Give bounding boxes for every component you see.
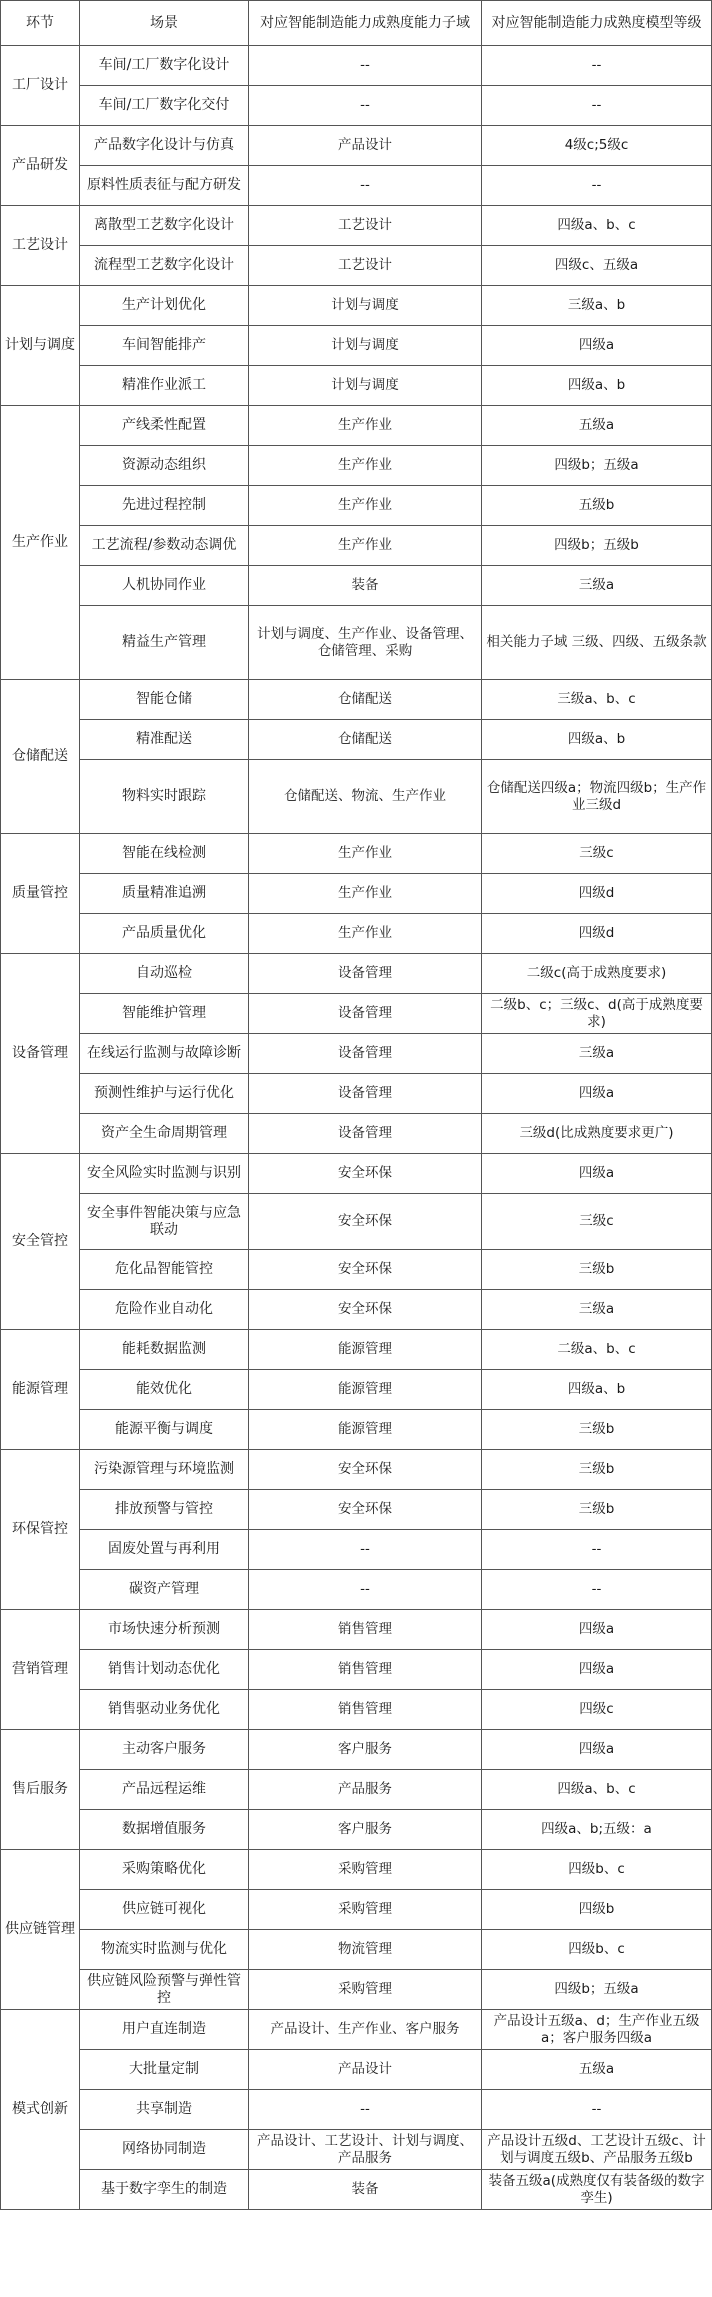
scene-cell: 数据增值服务 xyxy=(80,1810,249,1850)
table-row xyxy=(1,526,712,566)
level-cell: 相关能力子域 三级、四级、五级条款 xyxy=(482,606,712,680)
subdomain-cell: -- xyxy=(249,86,482,126)
level-cell: -- xyxy=(482,46,712,86)
subdomain-cell: 客户服务 xyxy=(249,1810,482,1850)
scene-cell: 智能仓储 xyxy=(80,680,249,720)
scene-cell: 精益生产管理 xyxy=(80,606,249,680)
scene-cell: 供应链风险预警与弹性管控 xyxy=(80,1970,249,2010)
table-row xyxy=(1,2010,712,2050)
table-row xyxy=(1,126,712,166)
stage-cell: 模式创新 xyxy=(1,2010,80,2210)
level-cell: 四级a、b xyxy=(482,366,712,406)
table-row xyxy=(1,1810,712,1850)
level-cell: 四级b、c xyxy=(482,1850,712,1890)
table-row xyxy=(1,720,712,760)
level-cell: 三级d(比成熟度要求更广) xyxy=(482,1114,712,1154)
scene-cell: 物流实时监测与优化 xyxy=(80,1930,249,1970)
scene-cell: 产线柔性配置 xyxy=(80,406,249,446)
subdomain-cell: 生产作业 xyxy=(249,914,482,954)
header-subdomain: 对应智能制造能力成熟度能力子域 xyxy=(249,1,482,46)
header-row xyxy=(1,1,712,46)
table-row xyxy=(1,1570,712,1610)
subdomain-cell: -- xyxy=(249,1570,482,1610)
header-scene: 场景 xyxy=(80,1,249,46)
level-cell: 三级a xyxy=(482,566,712,606)
stage-cell: 售后服务 xyxy=(1,1730,80,1850)
subdomain-cell: 计划与调度 xyxy=(249,366,482,406)
stage-cell: 能源管理 xyxy=(1,1330,80,1450)
subdomain-cell: 客户服务 xyxy=(249,1730,482,1770)
subdomain-cell: 采购管理 xyxy=(249,1850,482,1890)
subdomain-cell: 物流管理 xyxy=(249,1930,482,1970)
subdomain-cell: 设备管理 xyxy=(249,1114,482,1154)
stage-cell: 仓储配送 xyxy=(1,680,80,834)
scene-cell: 车间智能排产 xyxy=(80,326,249,366)
scene-cell: 智能在线检测 xyxy=(80,834,249,874)
level-cell: 三级a、b、c xyxy=(482,680,712,720)
level-cell: 四级b、c xyxy=(482,1930,712,1970)
table-row xyxy=(1,1490,712,1530)
level-cell: 四级a xyxy=(482,326,712,366)
stage-cell: 工艺设计 xyxy=(1,206,80,286)
scene-cell: 车间/工厂数字化设计 xyxy=(80,46,249,86)
level-cell: 产品设计五级d、工艺设计五级c、计划与调度五级b、产品服务五级b xyxy=(482,2130,712,2170)
stage-cell: 营销管理 xyxy=(1,1610,80,1730)
scene-cell: 生产计划优化 xyxy=(80,286,249,326)
level-cell: 五级a xyxy=(482,406,712,446)
stage-cell: 供应链管理 xyxy=(1,1850,80,2010)
table-row xyxy=(1,1890,712,1930)
scene-cell: 智能维护管理 xyxy=(80,994,249,1034)
table-row xyxy=(1,1034,712,1074)
table-row xyxy=(1,1770,712,1810)
subdomain-cell: 装备 xyxy=(249,2170,482,2210)
table-row xyxy=(1,760,712,834)
scene-cell: 质量精准追溯 xyxy=(80,874,249,914)
subdomain-cell: 产品设计、工艺设计、计划与调度、产品服务 xyxy=(249,2130,482,2170)
level-cell: 四级a xyxy=(482,1074,712,1114)
table-row xyxy=(1,1690,712,1730)
subdomain-cell: 装备 xyxy=(249,566,482,606)
scene-cell: 排放预警与管控 xyxy=(80,1490,249,1530)
table-row xyxy=(1,1194,712,1250)
level-cell: 四级a xyxy=(482,1650,712,1690)
level-cell: -- xyxy=(482,1570,712,1610)
scene-cell: 危化品智能管控 xyxy=(80,1250,249,1290)
table-row xyxy=(1,834,712,874)
table-row xyxy=(1,1450,712,1490)
level-cell: 三级a、b xyxy=(482,286,712,326)
subdomain-cell: 安全环保 xyxy=(249,1154,482,1194)
scene-cell: 预测性维护与运行优化 xyxy=(80,1074,249,1114)
subdomain-cell: 产品服务 xyxy=(249,1770,482,1810)
level-cell: 五级a xyxy=(482,2050,712,2090)
scene-cell: 污染源管理与环境监测 xyxy=(80,1450,249,1490)
level-cell: 4级c;5级c xyxy=(482,126,712,166)
table-row xyxy=(1,606,712,680)
level-cell: 三级b xyxy=(482,1410,712,1450)
level-cell: 装备五级a(成熟度仅有装备级的数字孪生) xyxy=(482,2170,712,2210)
subdomain-cell: 仓储配送 xyxy=(249,720,482,760)
subdomain-cell: 能源管理 xyxy=(249,1330,482,1370)
level-cell: 三级a xyxy=(482,1290,712,1330)
table-row xyxy=(1,166,712,206)
table-row xyxy=(1,914,712,954)
scene-cell: 精准配送 xyxy=(80,720,249,760)
subdomain-cell: -- xyxy=(249,2090,482,2130)
table-row xyxy=(1,1154,712,1194)
subdomain-cell: 采购管理 xyxy=(249,1890,482,1930)
scene-cell: 精准作业派工 xyxy=(80,366,249,406)
scene-cell: 产品远程运维 xyxy=(80,1770,249,1810)
scene-cell: 能耗数据监测 xyxy=(80,1330,249,1370)
level-cell: 二级b、c；三级c、d(高于成熟度要求) xyxy=(482,994,712,1034)
header-stage: 环节 xyxy=(1,1,80,46)
scene-cell: 产品质量优化 xyxy=(80,914,249,954)
level-cell: 四级b；五级a xyxy=(482,446,712,486)
scene-cell: 先进过程控制 xyxy=(80,486,249,526)
subdomain-cell: 生产作业 xyxy=(249,834,482,874)
scene-cell: 产品数字化设计与仿真 xyxy=(80,126,249,166)
table-row xyxy=(1,206,712,246)
table-row xyxy=(1,1930,712,1970)
scene-cell: 固废处置与再利用 xyxy=(80,1530,249,1570)
subdomain-cell: -- xyxy=(249,166,482,206)
table-row xyxy=(1,1970,712,2010)
subdomain-cell: 仓储配送、物流、生产作业 xyxy=(249,760,482,834)
subdomain-cell: 销售管理 xyxy=(249,1650,482,1690)
level-cell: 四级a、b、c xyxy=(482,206,712,246)
level-cell: 三级b xyxy=(482,1490,712,1530)
table-row xyxy=(1,874,712,914)
subdomain-cell: 能源管理 xyxy=(249,1410,482,1450)
table-row xyxy=(1,446,712,486)
level-cell: 四级d xyxy=(482,874,712,914)
subdomain-cell: -- xyxy=(249,46,482,86)
subdomain-cell: 安全环保 xyxy=(249,1194,482,1250)
scene-cell: 自动巡检 xyxy=(80,954,249,994)
table-row xyxy=(1,46,712,86)
scene-cell: 物料实时跟踪 xyxy=(80,760,249,834)
table-row xyxy=(1,486,712,526)
table-row xyxy=(1,286,712,326)
scene-cell: 在线运行监测与故障诊断 xyxy=(80,1034,249,1074)
table-row xyxy=(1,1250,712,1290)
scene-cell: 采购策略优化 xyxy=(80,1850,249,1890)
scene-cell: 车间/工厂数字化交付 xyxy=(80,86,249,126)
table-row xyxy=(1,566,712,606)
level-cell: 四级a、b;五级：a xyxy=(482,1810,712,1850)
table-row xyxy=(1,1330,712,1370)
subdomain-cell: 计划与调度 xyxy=(249,326,482,366)
level-cell: 四级a、b、c xyxy=(482,1770,712,1810)
scene-cell: 资源动态组织 xyxy=(80,446,249,486)
table-row xyxy=(1,2050,712,2090)
subdomain-cell: 工艺设计 xyxy=(249,246,482,286)
level-cell: 产品设计五级a、d；生产作业五级a；客户服务四级a xyxy=(482,2010,712,2050)
scene-cell: 能效优化 xyxy=(80,1370,249,1410)
scene-cell: 供应链可视化 xyxy=(80,1890,249,1930)
level-cell: 五级b xyxy=(482,486,712,526)
level-cell: 二级a、b、c xyxy=(482,1330,712,1370)
scene-cell: 用户直连制造 xyxy=(80,2010,249,2050)
level-cell: 三级a xyxy=(482,1034,712,1074)
level-cell: 四级a xyxy=(482,1154,712,1194)
table-row xyxy=(1,326,712,366)
subdomain-cell: 生产作业 xyxy=(249,486,482,526)
table-row xyxy=(1,1850,712,1890)
level-cell: 四级c、五级a xyxy=(482,246,712,286)
subdomain-cell: 仓储配送 xyxy=(249,680,482,720)
level-cell: 四级a、b xyxy=(482,720,712,760)
scene-cell: 基于数字孪生的制造 xyxy=(80,2170,249,2210)
subdomain-cell: 生产作业 xyxy=(249,446,482,486)
level-cell: -- xyxy=(482,1530,712,1570)
level-cell: 四级b；五级a xyxy=(482,1970,712,2010)
table-row xyxy=(1,1650,712,1690)
level-cell: 四级c xyxy=(482,1690,712,1730)
level-cell: -- xyxy=(482,166,712,206)
stage-cell: 生产作业 xyxy=(1,406,80,680)
table-row xyxy=(1,1610,712,1650)
level-cell: 四级a xyxy=(482,1730,712,1770)
scene-cell: 安全风险实时监测与识别 xyxy=(80,1154,249,1194)
subdomain-cell: 生产作业 xyxy=(249,526,482,566)
header-level: 对应智能制造能力成熟度模型等级 xyxy=(482,1,712,46)
table-row xyxy=(1,680,712,720)
subdomain-cell: 安全环保 xyxy=(249,1250,482,1290)
stage-cell: 安全管控 xyxy=(1,1154,80,1330)
subdomain-cell: 设备管理 xyxy=(249,1074,482,1114)
table-row xyxy=(1,366,712,406)
scene-cell: 工艺流程/参数动态调优 xyxy=(80,526,249,566)
scene-cell: 主动客户服务 xyxy=(80,1730,249,1770)
subdomain-cell: 产品设计 xyxy=(249,2050,482,2090)
table-row xyxy=(1,1730,712,1770)
stage-cell: 工厂设计 xyxy=(1,46,80,126)
level-cell: 四级a xyxy=(482,1610,712,1650)
subdomain-cell: 生产作业 xyxy=(249,406,482,446)
scene-cell: 网络协同制造 xyxy=(80,2130,249,2170)
stage-cell: 计划与调度 xyxy=(1,286,80,406)
level-cell: 三级b xyxy=(482,1250,712,1290)
scene-cell: 销售计划动态优化 xyxy=(80,1650,249,1690)
stage-cell: 设备管理 xyxy=(1,954,80,1154)
table-row xyxy=(1,994,712,1034)
scene-cell: 人机协同作业 xyxy=(80,566,249,606)
subdomain-cell: 产品设计、生产作业、客户服务 xyxy=(249,2010,482,2050)
scene-cell: 原料性质表征与配方研发 xyxy=(80,166,249,206)
table-row xyxy=(1,1114,712,1154)
table-row xyxy=(1,1290,712,1330)
subdomain-cell: 计划与调度 xyxy=(249,286,482,326)
table-row xyxy=(1,1370,712,1410)
stage-cell: 产品研发 xyxy=(1,126,80,206)
table-row xyxy=(1,1410,712,1450)
scene-cell: 市场快速分析预测 xyxy=(80,1610,249,1650)
level-cell: -- xyxy=(482,2090,712,2130)
scene-cell: 安全事件智能决策与应急联动 xyxy=(80,1194,249,1250)
table-row xyxy=(1,86,712,126)
subdomain-cell: 安全环保 xyxy=(249,1450,482,1490)
scene-cell: 离散型工艺数字化设计 xyxy=(80,206,249,246)
subdomain-cell: 安全环保 xyxy=(249,1290,482,1330)
level-cell: 三级c xyxy=(482,834,712,874)
subdomain-cell: 采购管理 xyxy=(249,1970,482,2010)
level-cell: 三级b xyxy=(482,1450,712,1490)
subdomain-cell: 销售管理 xyxy=(249,1610,482,1650)
subdomain-cell: 安全环保 xyxy=(249,1490,482,1530)
level-cell: 四级b xyxy=(482,1890,712,1930)
scene-cell: 能源平衡与调度 xyxy=(80,1410,249,1450)
level-cell: 二级c(高于成熟度要求) xyxy=(482,954,712,994)
level-cell: 四级d xyxy=(482,914,712,954)
scene-cell: 销售驱动业务优化 xyxy=(80,1690,249,1730)
table-row xyxy=(1,2130,712,2170)
subdomain-cell: 计划与调度、生产作业、设备管理、仓储管理、采购 xyxy=(249,606,482,680)
scene-cell: 大批量定制 xyxy=(80,2050,249,2090)
scene-cell: 碳资产管理 xyxy=(80,1570,249,1610)
subdomain-cell: 设备管理 xyxy=(249,994,482,1034)
table-row xyxy=(1,1074,712,1114)
subdomain-cell: 能源管理 xyxy=(249,1370,482,1410)
table-row xyxy=(1,2090,712,2130)
subdomain-cell: 设备管理 xyxy=(249,954,482,994)
level-cell: -- xyxy=(482,86,712,126)
subdomain-cell: 工艺设计 xyxy=(249,206,482,246)
subdomain-cell: 销售管理 xyxy=(249,1690,482,1730)
scene-cell: 共享制造 xyxy=(80,2090,249,2130)
table-row xyxy=(1,2170,712,2210)
scene-cell: 危险作业自动化 xyxy=(80,1290,249,1330)
level-cell: 四级a、b xyxy=(482,1370,712,1410)
stage-cell: 环保管控 xyxy=(1,1450,80,1610)
level-cell: 三级c xyxy=(482,1194,712,1250)
scene-cell: 流程型工艺数字化设计 xyxy=(80,246,249,286)
level-cell: 仓储配送四级a；物流四级b；生产作业三级d xyxy=(482,760,712,834)
table-row xyxy=(1,954,712,994)
table-row xyxy=(1,406,712,446)
subdomain-cell: -- xyxy=(249,1530,482,1570)
subdomain-cell: 生产作业 xyxy=(249,874,482,914)
level-cell: 四级b；五级b xyxy=(482,526,712,566)
subdomain-cell: 产品设计 xyxy=(249,126,482,166)
scene-cell: 资产全生命周期管理 xyxy=(80,1114,249,1154)
table-row xyxy=(1,1530,712,1570)
table-row xyxy=(1,246,712,286)
subdomain-cell: 设备管理 xyxy=(249,1034,482,1074)
stage-cell: 质量管控 xyxy=(1,834,80,954)
